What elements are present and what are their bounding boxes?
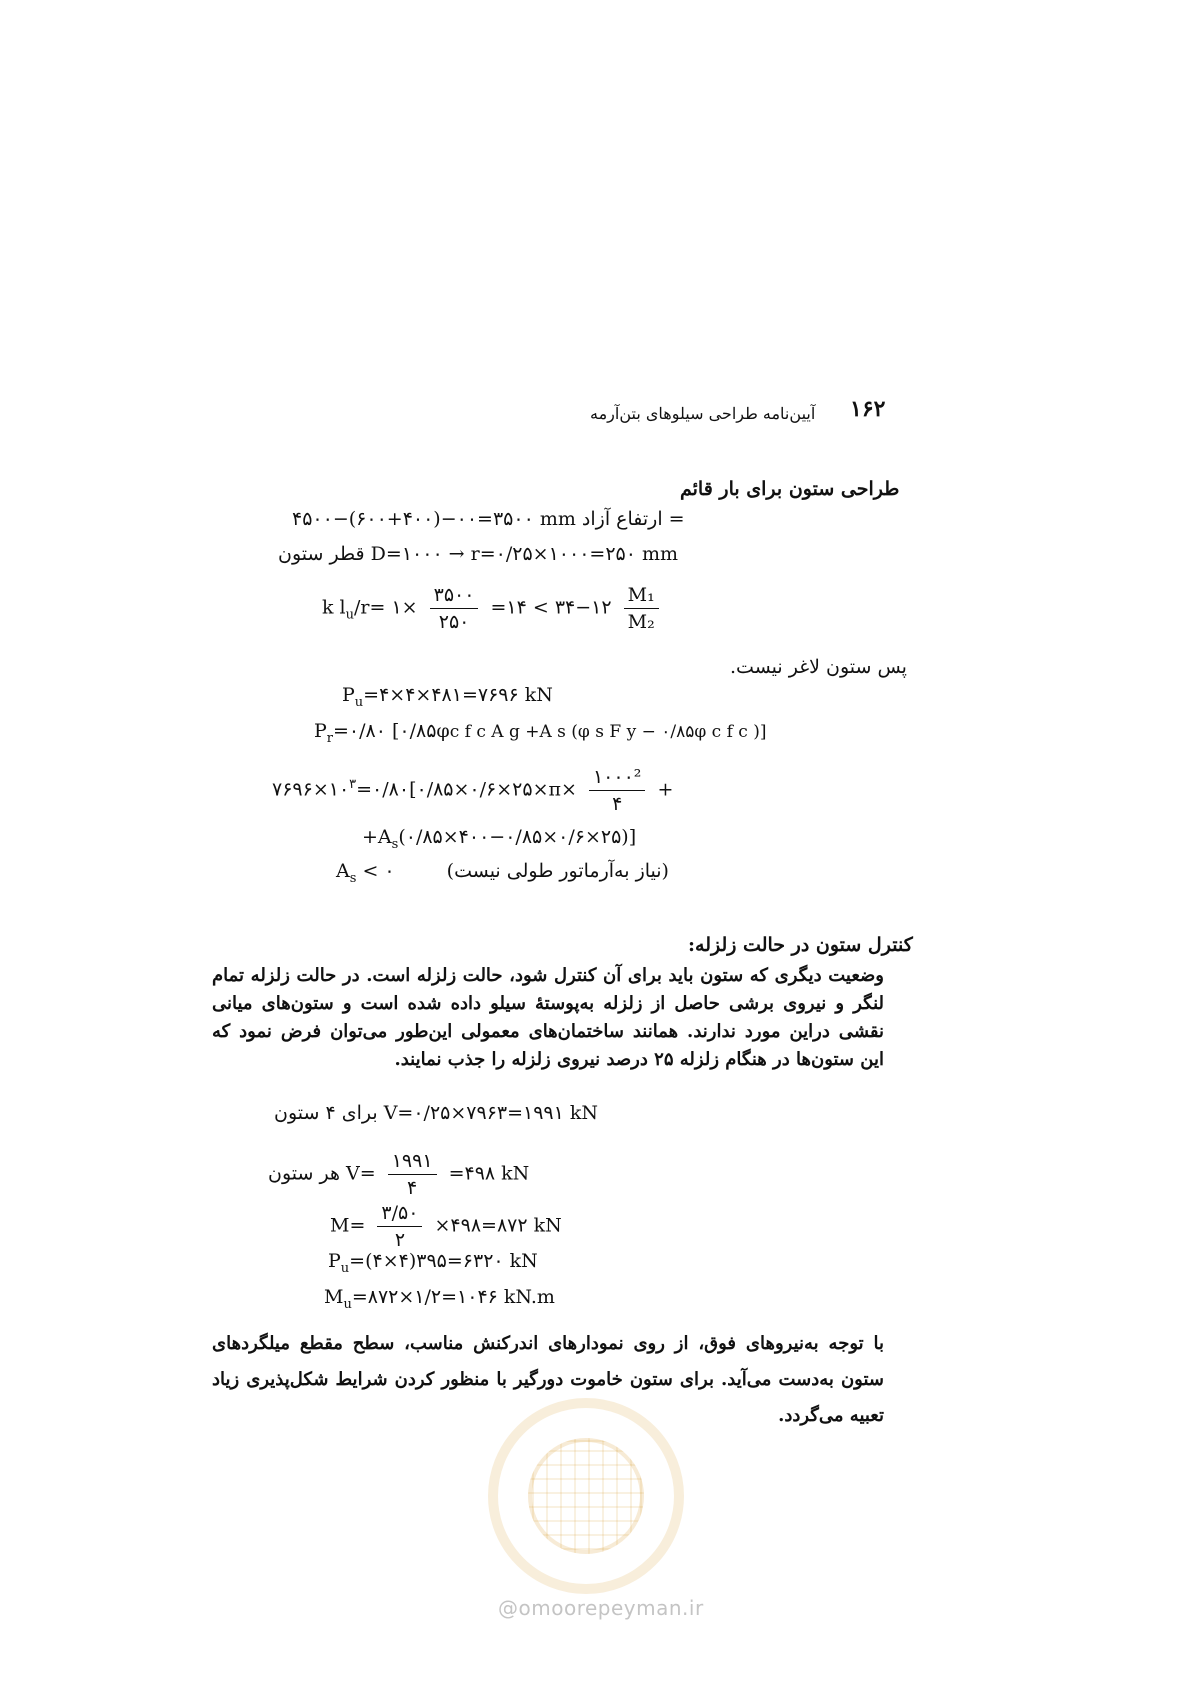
fraction-numerator: ۱۰۰۰²	[589, 766, 645, 791]
mu-value: =۸۷۲×۱/۲=۱۰۴۶ kN.m	[351, 1286, 555, 1308]
equation-capacity	[272, 766, 673, 815]
equation-diameter-value: D=۱۰۰۰ → r=۰/۲۵×۱۰۰۰=۲۵۰ mm	[370, 543, 679, 565]
v-each-right: =۴۹۸ kN	[448, 1162, 530, 1185]
as-result-note: (نیاز به‌آرماتور طولی نیست)	[446, 860, 669, 882]
pr-rest: c f c A g +A s (φ s F y − ۰/۸۵φ c f c )]	[449, 722, 767, 742]
as-result-symbol: A	[336, 860, 350, 882]
equation-free-height	[292, 508, 685, 530]
equation-free-height-label: = ارتفاع آزاد	[581, 508, 685, 530]
earthquake-paragraph: وضعیت دیگری که ستون باید برای آن کنترل شود، حالت زلزله است. در حالت زلزله تمام لنگر و نیروی برشی حاصل از زلزله به‌پوستهٔ سیلو داده شده است و ستون‌های میانی نقشی دراین مورد ندارند. همانند ساختمان‌های معمولی این‌طور می‌توان فرض نمود که این ستون‌ها در هنگام زلزله ۲۵ درصد نیروی زلزله را جذب نمایند.	[212, 965, 884, 1070]
as-term-value: (۰/۸۵×۴۰۰−۰/۸۵×۰/۶×۲۵)]	[398, 826, 637, 848]
watermark-grid-icon	[528, 1438, 644, 1554]
equation-v-total	[274, 1102, 598, 1124]
book-title: آیین‌نامه طراحی سیلوهای بتن‌آرمه	[590, 404, 816, 423]
fraction-denominator: ۴	[407, 1177, 418, 1199]
fraction-denominator: M₂	[627, 611, 655, 633]
fraction-denominator: ۲۵۰	[438, 611, 470, 633]
v-each-left: V=	[346, 1162, 376, 1185]
closing-paragraph: با توجه به‌نیروهای فوق، از روی نمودارهای اندرکنش مناسب، سطح مقطع میلگردهای ستون به‌دست می‌آید. برای ستون خاموت دورگیر با منظور کردن شرایط شکل‌پذیری زیاد تعبیه می‌گردد.	[212, 1333, 884, 1426]
as-result-value: < ۰	[362, 860, 395, 882]
section-heading-earthquake: کنترل ستون در حالت زلزله:	[688, 934, 913, 956]
as-term-symbol: +A	[362, 826, 392, 848]
equation-pr	[314, 720, 766, 746]
slenderness-mid: /r= ۱×	[354, 596, 418, 619]
mu-sub: u	[343, 1296, 352, 1312]
capacity-sup: ۳	[349, 777, 357, 793]
fraction-numerator: ۱۹۹۱	[388, 1150, 437, 1175]
capacity-fraction	[589, 766, 645, 815]
v-each-fraction	[388, 1150, 437, 1199]
fraction-numerator: ۳/۵۰	[377, 1202, 422, 1227]
slenderness-fraction	[430, 584, 479, 633]
fraction-numerator: ۳۵۰۰	[430, 584, 479, 609]
watermark-text: @omoorepeyman.ir	[498, 1596, 704, 1620]
as-result-sub: s	[349, 870, 357, 886]
pu-symbol: P	[342, 684, 355, 706]
equation-as-term	[362, 826, 636, 852]
equation-slenderness	[322, 584, 665, 633]
capacity-left: ۷۶۹۶×۱۰	[272, 778, 350, 801]
capacity-mid: =۰/۸۰[۰/۸۵×۰/۶×۲۵×π×	[356, 778, 577, 801]
capacity-plus: +	[657, 778, 674, 801]
not-slender-conclusion: پس ستون لاغر نیست.	[730, 656, 907, 678]
fraction-denominator: ۲	[394, 1229, 406, 1251]
equation-pu-earthquake	[328, 1250, 538, 1276]
v-total-value: V=۰/۲۵×۷۹۶۳=۱۹۹۱ kN	[383, 1102, 599, 1124]
v-total-label: برای ۴ ستون	[274, 1102, 378, 1124]
equation-v-each	[268, 1150, 529, 1199]
moment-left: M=	[330, 1214, 366, 1237]
equation-diameter	[278, 543, 678, 565]
slenderness-sub: u	[345, 607, 355, 623]
page-number: ۱۶۲	[850, 396, 886, 422]
pu-sub: u	[354, 694, 364, 710]
equation-as-result	[336, 860, 669, 886]
fraction-numerator: M₁	[624, 584, 659, 609]
equation-moment	[330, 1202, 562, 1251]
section-heading-vertical-load: طراحی ستون برای بار قائم	[680, 478, 900, 500]
moment-right: ×۴۹۸=۸۷۲ kN	[434, 1214, 562, 1237]
pr-sub: r	[326, 730, 334, 746]
pu-value: =۴×۴×۴۸۱=۷۶۹۶ kN	[363, 684, 553, 706]
equation-free-height-value: ۴۵۰۰−(۶۰۰+۴۰۰)−۰۰=۳۵۰۰ mm	[292, 508, 576, 530]
pu2-sub: u	[340, 1260, 350, 1276]
v-each-label: هر ستون	[268, 1162, 340, 1185]
equation-diameter-label: قطر ستون	[278, 543, 365, 565]
mu-symbol: M	[324, 1286, 344, 1308]
as-term-sub: s	[391, 836, 399, 852]
pu2-value: =(۴×۴)۳۹۵=۶۳۲۰ kN	[349, 1250, 538, 1272]
pr-value: =۰/۸۰ [۰/۸۵φ	[333, 720, 450, 742]
slenderness-right: =۱۴ < ۳۴−۱۲	[490, 596, 612, 619]
pr-symbol: P	[314, 720, 327, 742]
equation-pu	[342, 684, 553, 710]
pu2-symbol: P	[328, 1250, 341, 1272]
slenderness-kl: k l	[322, 596, 346, 619]
equation-mu	[324, 1286, 555, 1312]
moment-ratio-fraction	[624, 584, 659, 633]
fraction-denominator: ۴	[612, 793, 623, 815]
moment-fraction	[377, 1202, 422, 1251]
